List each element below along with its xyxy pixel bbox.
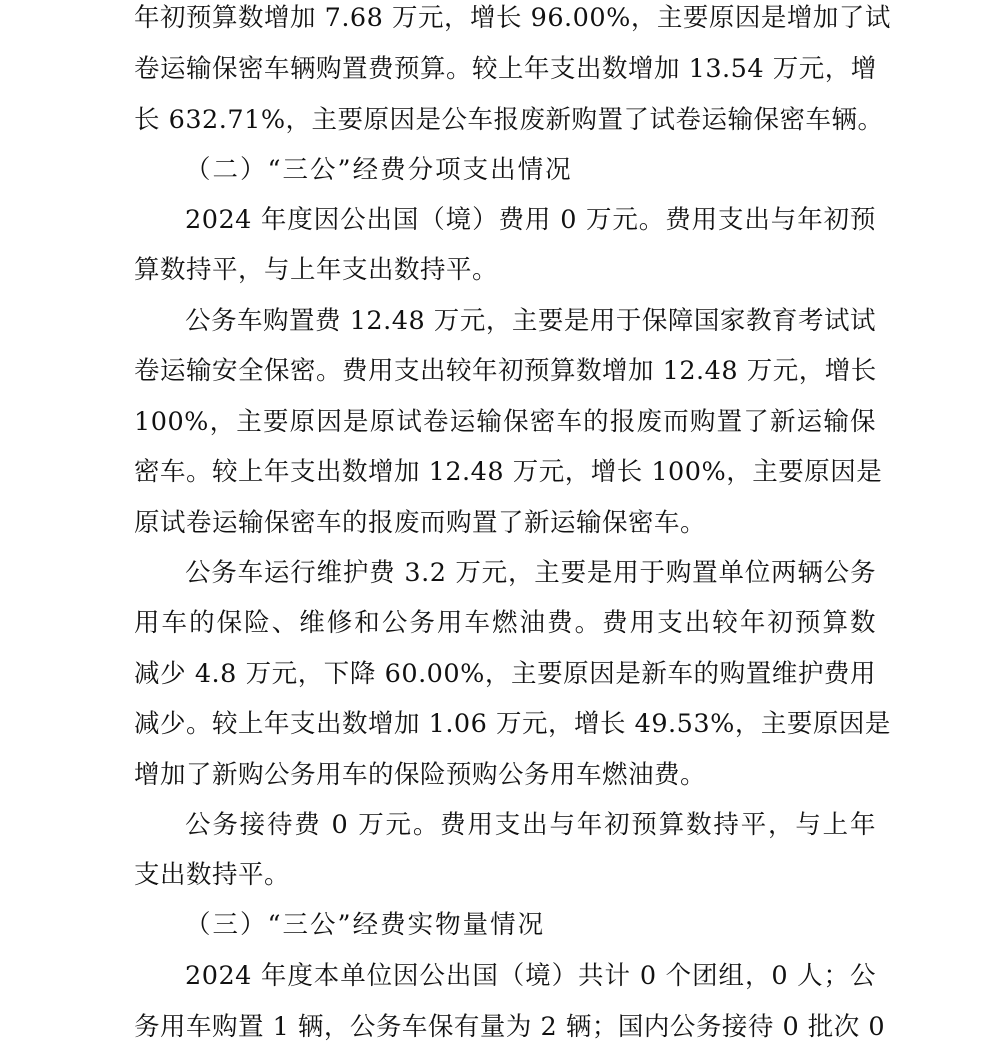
paragraph-line: 公务车购置费 12.48 万元，主要是用于保障国家教育考试试 xyxy=(185,306,876,336)
paragraph-line: 100%，主要原因是原试卷运输保密车的报废而购置了新运输保 xyxy=(134,407,876,437)
paragraph-line: 2024 年度本单位因公出国（境）共计 0 个团组，0 人；公 xyxy=(185,961,876,991)
section-heading: （三）“三公”经费实物量情况 xyxy=(185,910,546,940)
paragraph-line: 长 632.71%，主要原因是公车报废新购置了试卷运输保密车辆。 xyxy=(134,105,884,135)
paragraph-line: 算数持平，与上年支出数持平。 xyxy=(134,255,499,285)
paragraph-line: 卷运输安全保密。费用支出较年初预算数增加 12.48 万元，增长 xyxy=(134,356,877,386)
paragraph-line: 务用车购置 1 辆，公务车保有量为 2 辆；国内公务接待 0 批次 0 xyxy=(134,1012,886,1042)
paragraph-line: 公务车运行维护费 3.2 万元，主要是用于购置单位两辆公务 xyxy=(185,558,876,588)
paragraph-line: 用车的保险、维修和公务用车燃油费。费用支出较年初预算数 xyxy=(134,608,876,638)
paragraph-line: 支出数持平。 xyxy=(134,860,291,890)
paragraph-line: 公务接待费 0 万元。费用支出与年初预算数持平，与上年 xyxy=(185,810,876,840)
section-heading: （二）“三公”经费分项支出情况 xyxy=(185,155,573,185)
paragraph-line: 增加了新购公务用车的保险预购公务用车燃油费。 xyxy=(134,760,707,790)
paragraph-line: 密车。较上年支出数增加 12.48 万元，增长 100%，主要原因是 xyxy=(134,457,883,487)
paragraph-line: 2024 年度因公出国（境）费用 0 万元。费用支出与年初预 xyxy=(185,205,876,235)
paragraph-line: 减少。较上年支出数增加 1.06 万元，增长 49.53%，主要原因是 xyxy=(134,709,891,739)
paragraph-line: 年初预算数增加 7.68 万元，增长 96.00%，主要原因是增加了试 xyxy=(134,3,891,33)
paragraph-line: 原试卷运输保密车的报废而购置了新运输保密车。 xyxy=(134,508,707,538)
paragraph-line: 卷运输保密车辆购置费预算。较上年支出数增加 13.54 万元，增 xyxy=(134,54,877,84)
paragraph-line: 减少 4.8 万元，下降 60.00%，主要原因是新车的购置维护费用 xyxy=(134,659,876,689)
